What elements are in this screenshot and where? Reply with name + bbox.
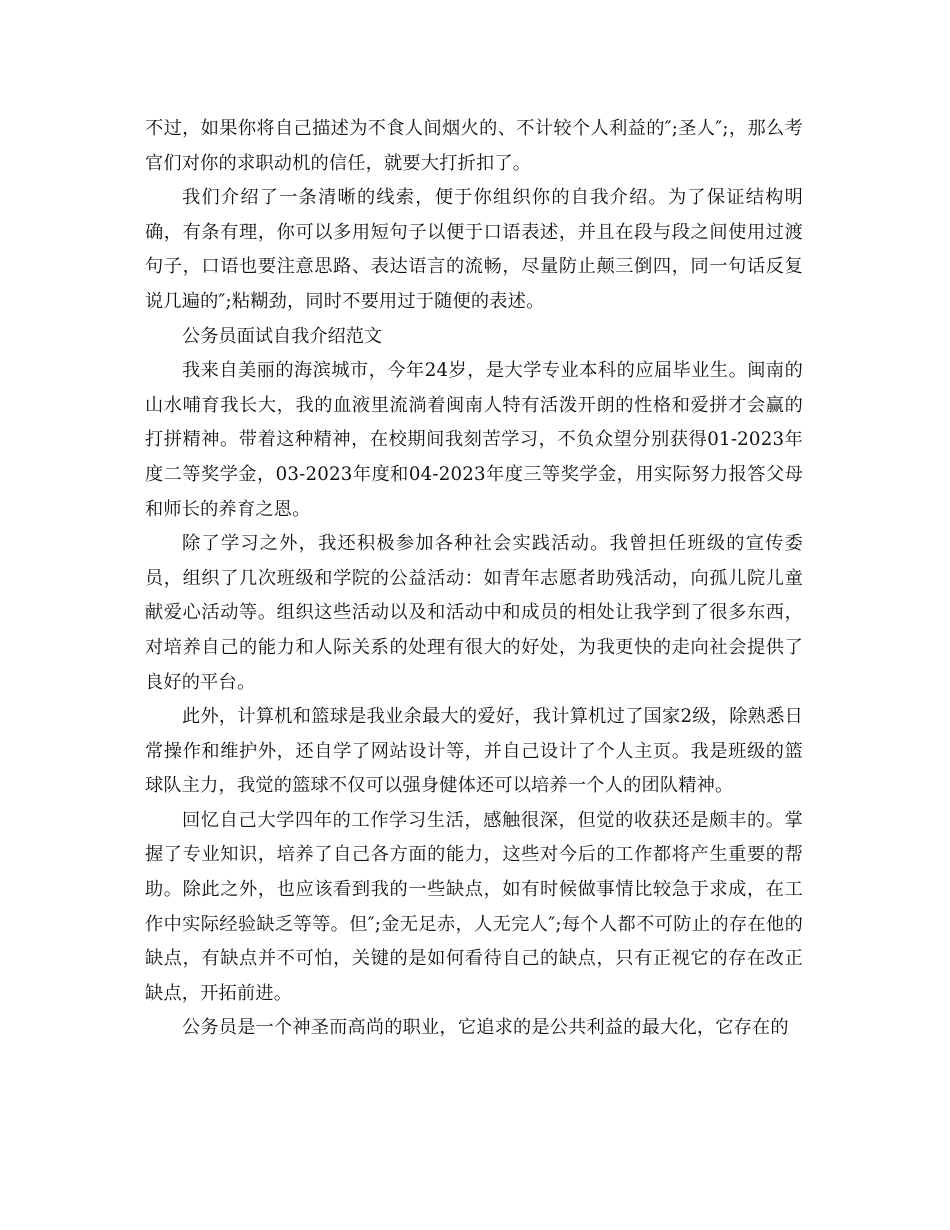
paragraph-motivation-trust: 不过，如果你将自己描述为不食人间烟火的、不计较个人利益的″;圣人″;，那么考官们对你的求职动机的信任，就要大打折扣了。 [145, 118, 803, 174]
paragraph-background: 我来自美丽的海滨城市，今年24岁，是大学专业本科的应届毕业生。闽南的山水哺育我长大，我的血液里流淌着闽南人特有活泼开朗的性格和爱拼才会赢的打拼精神。带着这种精神，在校期间我刻苦学习，不负众望分别获得01-2023年度二等奖学金，03-2023年度和04-2023年度三等奖学金，用实际努力报答父母和师长的养育之恩。 [145, 360, 803, 520]
paragraph-hobbies: 此外，计算机和篮球是我业余最大的爱好，我计算机过了国家2级，除熟悉日常操作和维护外，还自学了网站设计等，并自己设计了个人主页。我是班级的篮球队主力，我觉的篮球不仅可以强身健体还可以培养一个人的团队精神。 [145, 706, 803, 797]
paragraph-reflection: 回忆自己大学四年的工作学习生活，感触很深，但觉的收获还是颇丰的。掌握了专业知识，培养了自己各方面的能力，这些对今后的工作都将产生重要的帮助。除此之外，也应该看到我的一些缺点，如有时候做事情比较急于求成，在工作中实际经验缺乏等等。但″;金无足赤，人无完人″;每个人都不可防止的存在他的缺点，有缺点并不可怕，关键的是如何看待自己的缺点，只有正视它的存在改正缺点，开拓前进。 [145, 809, 803, 1004]
section-title: 公务员面试自我介绍范文 [182, 325, 383, 347]
paragraph-civil-servant: 公务员是一个神圣而高尚的职业，它追求的是公共利益的最大化，它存在的 [182, 1017, 789, 1039]
paragraph-structure-advice: 我们介绍了一条清晰的线索，便于你组织你的自我介绍。为了保证结构明确，有条有理，你可以多用短句子以便于口语表述，并且在段与段之间使用过渡句子，口语也要注意思路、表达语言的流畅，尽量防止颠三倒四，同一句话反复说几遍的″;粘糊劲，同时不要用过于随便的表述。 [145, 187, 803, 312]
document-page [145, 112, 803, 1046]
paragraph-activities: 除了学习之外，我还积极参加各种社会实践活动。我曾担任班级的宣传委员，组织了几次班级和学院的公益活动：如青年志愿者助残活动，向孤儿院儿童献爱心活动等。组织这些活动以及和活动中和成员的相处让我学到了很多东西，对培养自己的能力和人际关系的处理有很大的好处，为我更快的走向社会提供了良好的平台。 [145, 533, 803, 693]
